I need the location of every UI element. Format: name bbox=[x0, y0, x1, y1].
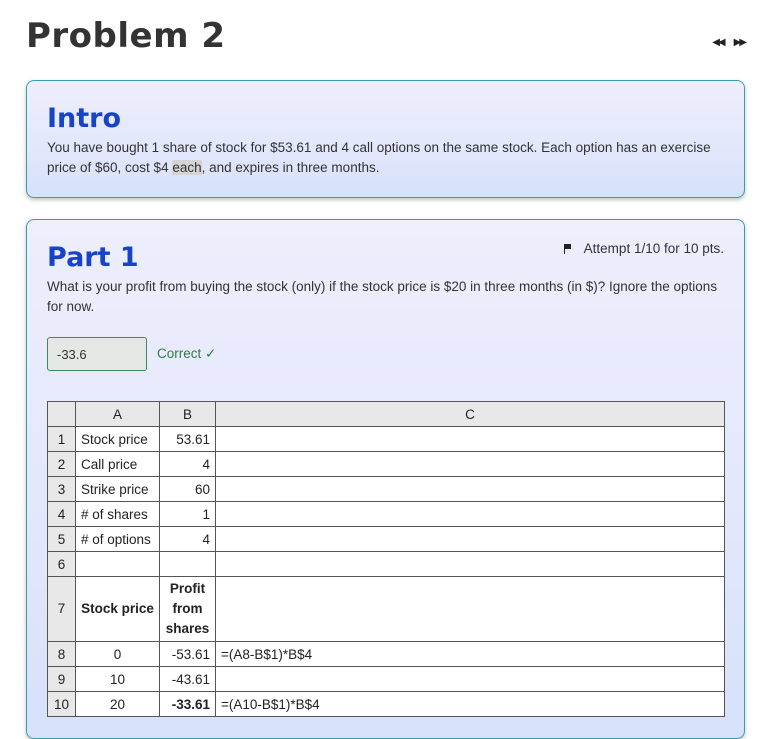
column-header[interactable]: A bbox=[76, 402, 160, 427]
cell[interactable]: Stock price bbox=[76, 577, 160, 642]
table-row bbox=[48, 577, 725, 642]
table-row bbox=[48, 527, 725, 552]
table-row bbox=[48, 667, 725, 692]
cell[interactable] bbox=[216, 427, 725, 452]
feedback-correct: Correct ✓ bbox=[157, 346, 217, 361]
row-number: 10 bbox=[48, 692, 76, 717]
intro-text-highlight: each bbox=[172, 160, 202, 175]
row-number: 6 bbox=[48, 552, 76, 577]
table-row bbox=[48, 642, 725, 667]
column-header[interactable]: B bbox=[160, 402, 216, 427]
cell[interactable]: Call price bbox=[76, 452, 160, 477]
column-header[interactable]: C bbox=[216, 402, 725, 427]
table-row bbox=[48, 552, 725, 577]
row-number: 8 bbox=[48, 642, 76, 667]
answer-input[interactable] bbox=[47, 337, 147, 371]
row-number: 5 bbox=[48, 527, 76, 552]
row-number: 2 bbox=[48, 452, 76, 477]
cell[interactable]: -53.61 bbox=[160, 642, 216, 667]
intro-text bbox=[47, 138, 727, 178]
cell[interactable]: 4 bbox=[160, 452, 216, 477]
table-row bbox=[48, 692, 725, 717]
column-header-row bbox=[48, 402, 725, 427]
cell[interactable]: -43.61 bbox=[160, 667, 216, 692]
table-row bbox=[48, 477, 725, 502]
cell[interactable] bbox=[160, 552, 216, 577]
cell[interactable] bbox=[216, 502, 725, 527]
table-row bbox=[48, 427, 725, 452]
attempt-label: Attempt 1/10 for 10 pts. bbox=[583, 241, 724, 256]
previous-problem-icon[interactable]: ◀◀ bbox=[712, 37, 724, 48]
attempt-info bbox=[564, 241, 724, 256]
cell[interactable]: 0 bbox=[76, 642, 160, 667]
spreadsheet bbox=[47, 401, 725, 717]
part-1-question: What is your profit from buying the stock (only) if the stock price is $20 in three months (in $)? Ignore the options for now. bbox=[47, 279, 718, 314]
cell[interactable]: 1 bbox=[160, 502, 216, 527]
cell[interactable]: Stock price bbox=[76, 427, 160, 452]
cell[interactable]: =(A10-B$1)*B$4 bbox=[216, 692, 725, 717]
cell[interactable] bbox=[216, 667, 725, 692]
cell[interactable] bbox=[216, 527, 725, 552]
cell[interactable]: 60 bbox=[160, 477, 216, 502]
intro-heading: Intro bbox=[47, 103, 122, 134]
cell[interactable] bbox=[216, 577, 725, 642]
flag-icon[interactable] bbox=[564, 244, 572, 254]
cell[interactable]: =(A8-B$1)*B$4 bbox=[216, 642, 725, 667]
row-number: 3 bbox=[48, 477, 76, 502]
part-1-heading: Part 1 bbox=[47, 242, 139, 273]
corner-cell bbox=[48, 402, 76, 427]
problem-nav bbox=[712, 37, 745, 48]
cell[interactable]: 10 bbox=[76, 667, 160, 692]
row-number: 7 bbox=[48, 577, 76, 642]
row-number: 1 bbox=[48, 427, 76, 452]
cell[interactable] bbox=[216, 477, 725, 502]
part-1-panel bbox=[26, 219, 745, 739]
cell[interactable]: # of options bbox=[76, 527, 160, 552]
table-row bbox=[48, 452, 725, 477]
cell[interactable] bbox=[216, 552, 725, 577]
cell[interactable]: 53.61 bbox=[160, 427, 216, 452]
intro-panel bbox=[26, 80, 745, 198]
cell[interactable]: 4 bbox=[160, 527, 216, 552]
page-title: Problem 2 bbox=[26, 16, 226, 56]
next-problem-icon[interactable]: ▶▶ bbox=[733, 37, 745, 48]
cell[interactable]: Strike price bbox=[76, 477, 160, 502]
cell[interactable]: -33.61 bbox=[160, 692, 216, 717]
intro-text-end: , and expires in three months. bbox=[201, 160, 380, 175]
cell[interactable]: 20 bbox=[76, 692, 160, 717]
row-number: 4 bbox=[48, 502, 76, 527]
table-row bbox=[48, 502, 725, 527]
cell[interactable]: Profit from shares bbox=[160, 577, 216, 642]
intro-text-start: You have bought 1 share of stock for $53.61 and 4 call options on the same stock. Each option has an exercise price of $60, cost $4 bbox=[47, 140, 711, 175]
row-number: 9 bbox=[48, 667, 76, 692]
cell[interactable] bbox=[76, 552, 160, 577]
cell[interactable]: # of shares bbox=[76, 502, 160, 527]
cell[interactable] bbox=[216, 452, 725, 477]
